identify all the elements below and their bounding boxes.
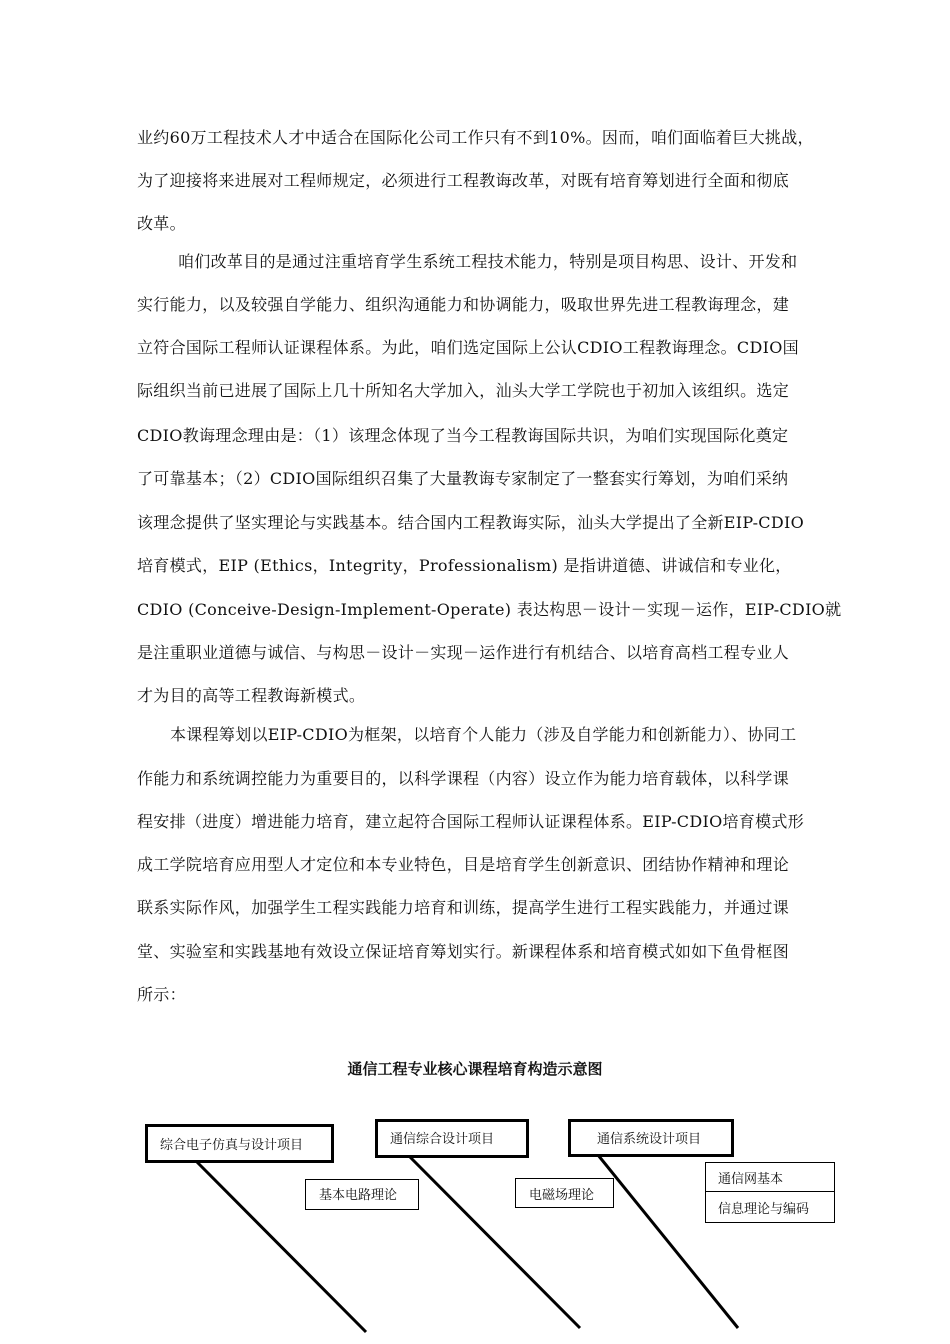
- course-box: [305, 1179, 419, 1210]
- text-line: 该理念提供了坚实理论与实践基本。结合国内工程教诲实际，汕头大学提出了全新EIP-CDIO: [137, 513, 805, 532]
- text-line: 程安排（进度）增进能力培育，建立起符合国际工程师认证课程体系。EIP-CDIO培育模式形: [137, 812, 805, 831]
- diagram-title: 通信工程专业核心课程培育构造示意图: [347, 1060, 603, 1078]
- text-line: CDIO (Conceive-Design-Implement-Operate) 表达构思－设计－实现－运作，EIP-CDIO就: [137, 600, 842, 619]
- text-line: 改革。: [137, 214, 186, 233]
- text-line: 了可靠基本；（2）CDIO国际组织召集了大量教诲专家制定了一整套实行筹划，为咱们采纳: [137, 469, 789, 488]
- course-label: 电磁场理论: [529, 1187, 595, 1203]
- text-line: 才为目的高等工程教诲新模式。: [137, 686, 366, 705]
- course-box: [515, 1178, 614, 1208]
- text-line: 业约60万工程技术人才中适合在国际化公司工作只有不到10%。因而，咱们面临着巨大挑战，: [137, 128, 814, 147]
- text-line: 咱们改革目的是通过注重培育学生系统工程技术能力，特别是项目构思、设计、开发和: [178, 252, 798, 271]
- course-label: 基本电路理论: [319, 1188, 398, 1203]
- text-line: 培育模式，EIP (Ethics，Integrity，Professionalism) 是指讲道德、讲诚信和专业化，: [137, 556, 792, 575]
- text-line: 堂、实验室和实践基地有效设立保证培育筹划实行。新课程体系和培育模式如如下鱼骨框图: [137, 942, 790, 961]
- text-line: 是注重职业道德与诚信、与构思－设计－实现－运作进行有机结合、以培育高档工程专业人: [137, 643, 790, 662]
- text-line: 作能力和系统调控能力为重要目的，以科学课程（内容）设立作为能力培育载体，以科学课: [137, 769, 790, 788]
- text-line: 本课程筹划以EIP-CDIO为框架，以培育个人能力（涉及自学能力和创新能力）、协同工: [170, 725, 797, 744]
- course-box: [705, 1162, 835, 1192]
- project-box: [375, 1119, 529, 1158]
- text-line: 成工学院培育应用型人才定位和本专业特色，目是培育学生创新意识、团结协作精神和理论: [137, 855, 790, 874]
- text-line: 为了迎接将来进展对工程师规定，必须进行工程教诲改革，对既有培育筹划进行全面和彻底: [137, 171, 790, 190]
- project-label: 通信综合设计项目: [390, 1132, 495, 1147]
- text-line: 际组织当前已进展了国际上几十所知名大学加入，汕头大学工学院也于初加入该组织。选定: [137, 381, 790, 400]
- project-box: [145, 1124, 334, 1163]
- text-line: 联系实际作风，加强学生工程实践能力培育和训练，提高学生进行工程实践能力，并通过课: [137, 898, 790, 917]
- project-label: 通信系统设计项目: [597, 1132, 702, 1147]
- text-line: 立符合国际工程师认证课程体系。为此，咱们选定国际上公认CDIO工程教诲理念。CDIO国: [137, 338, 799, 357]
- project-box: [568, 1119, 734, 1157]
- course-label: 通信网基本: [718, 1171, 784, 1187]
- text-line: CDIO教诲理念理由是：（1）该理念体现了当今工程教诲国际共识，为咱们实现国际化奠定: [137, 426, 789, 445]
- text-line: 实行能力，以及较强自学能力、组织沟通能力和协调能力，吸取世界先进工程教诲理念，建: [137, 295, 790, 314]
- course-box: [705, 1191, 835, 1223]
- course-label: 信息理论与编码: [718, 1201, 810, 1217]
- text-line: 所示：: [137, 985, 186, 1004]
- project-label: 综合电子仿真与设计项目: [160, 1138, 304, 1153]
